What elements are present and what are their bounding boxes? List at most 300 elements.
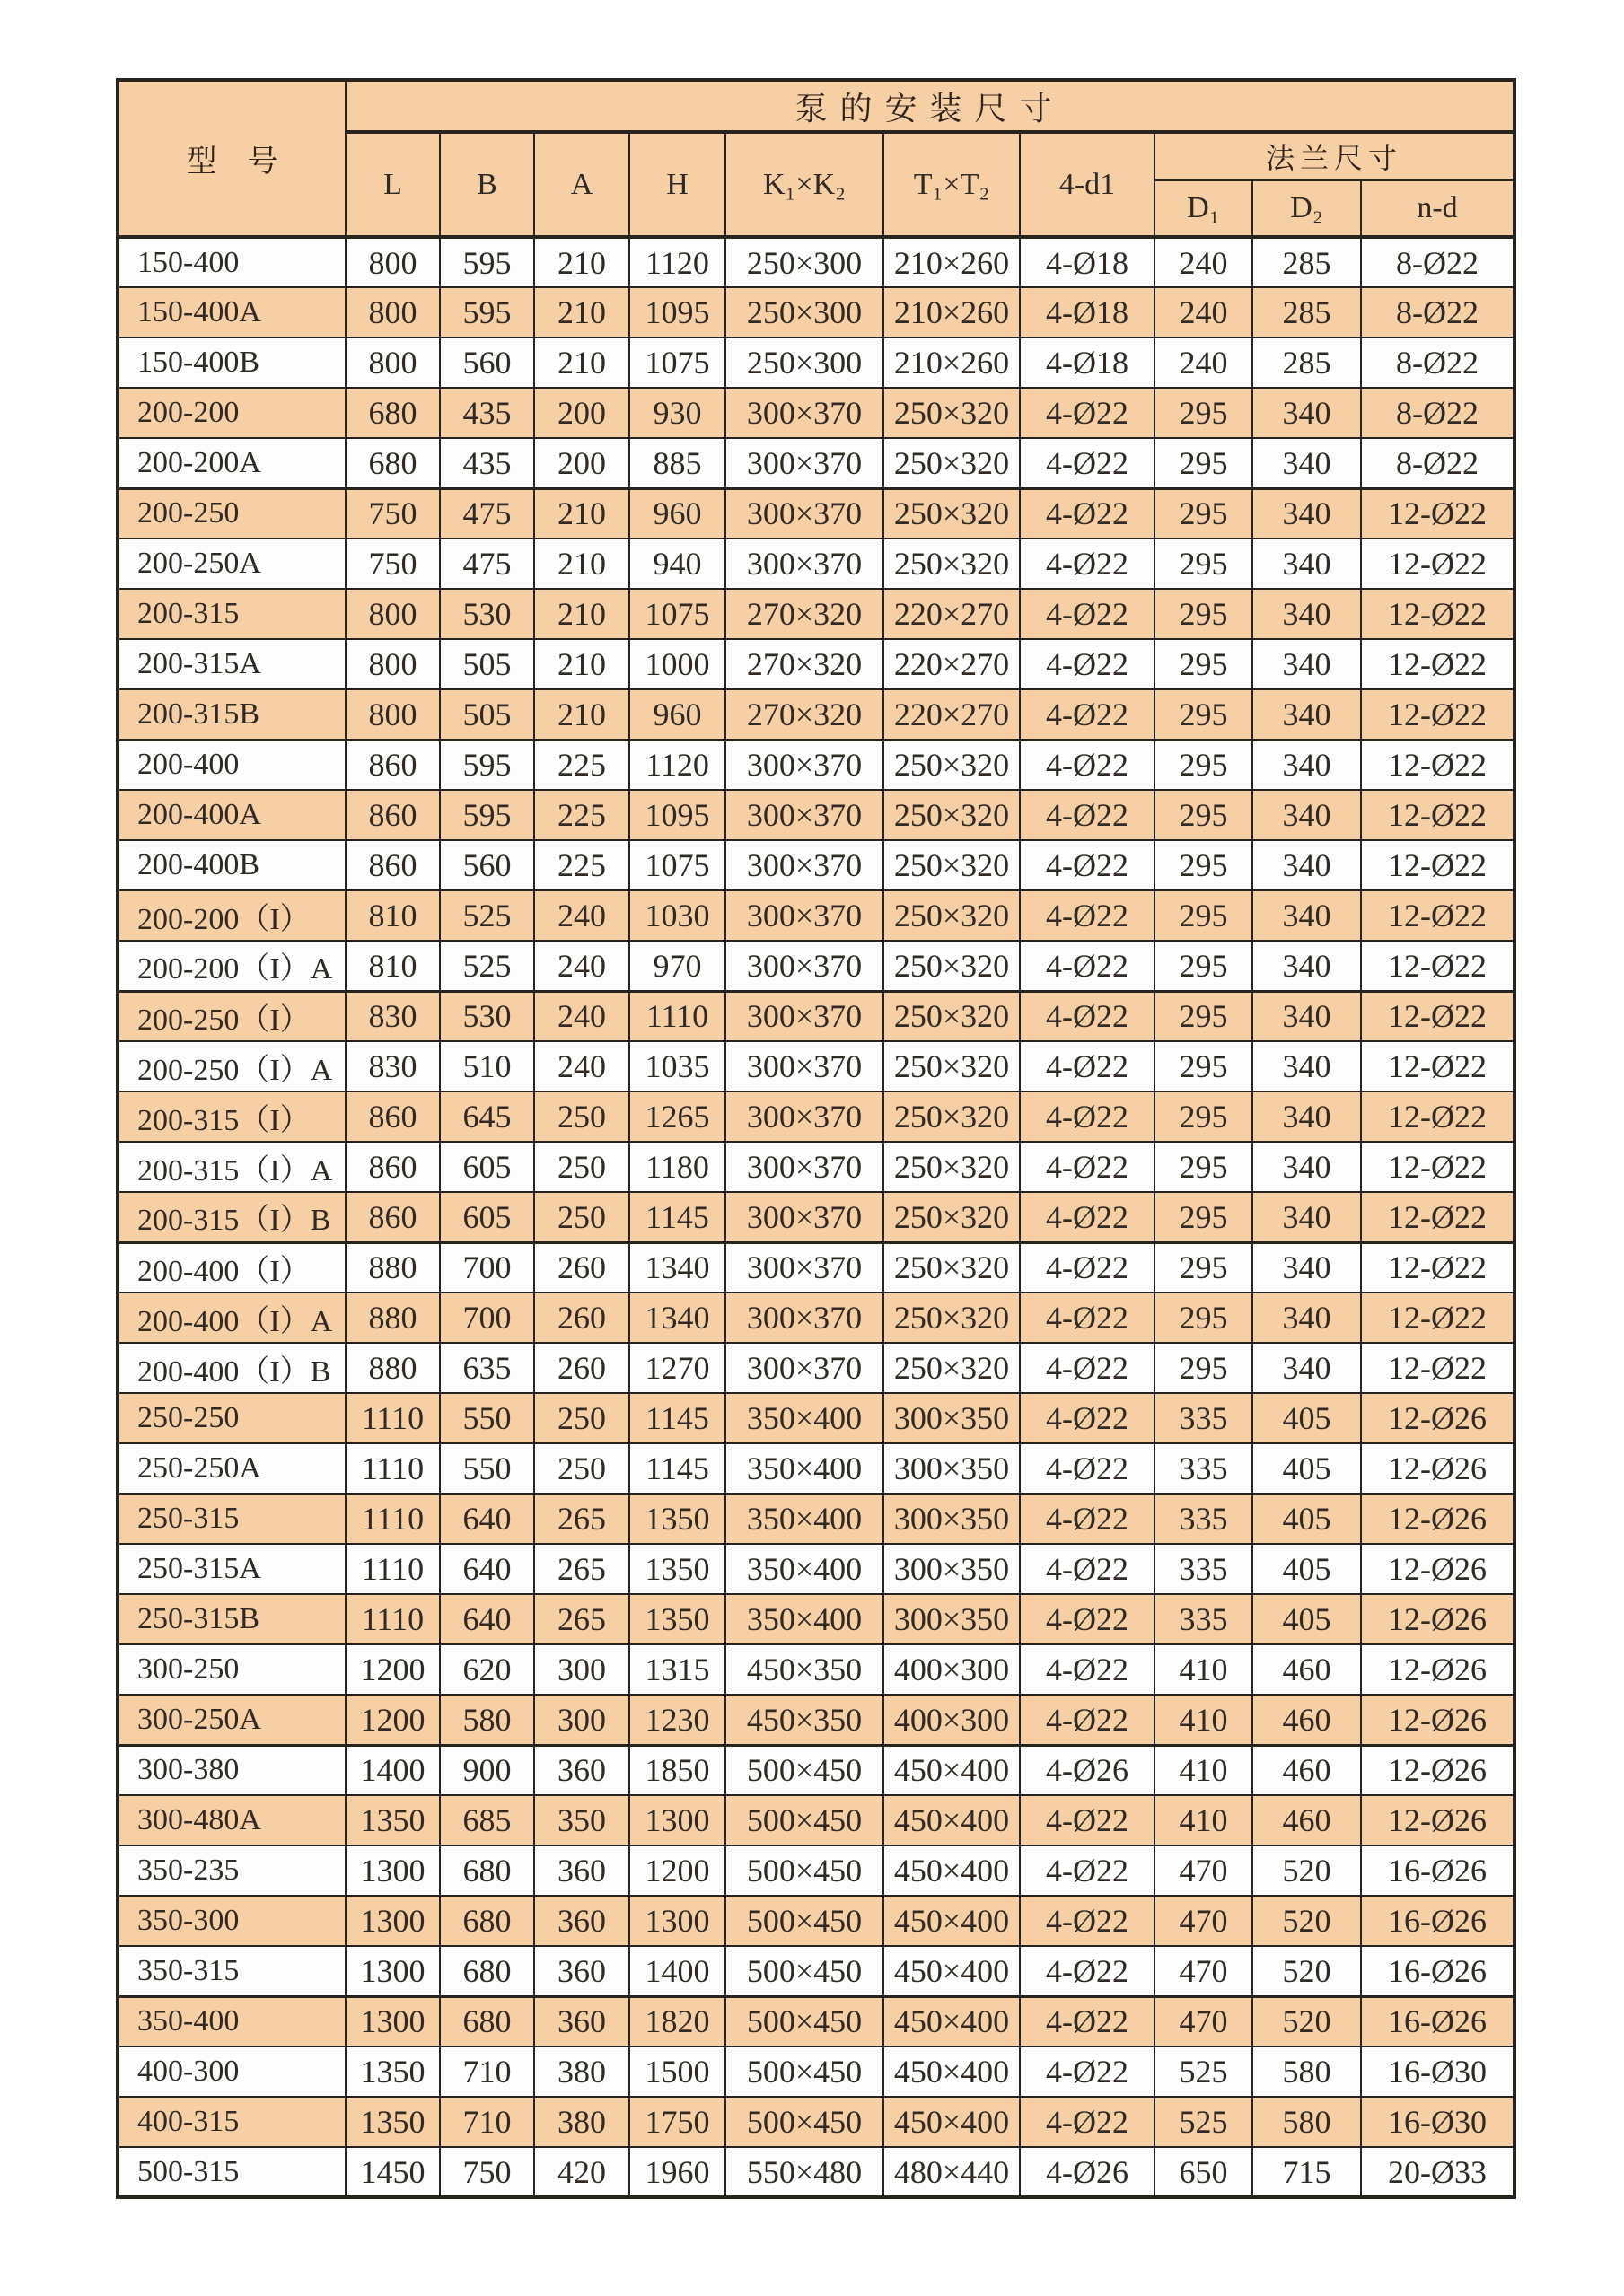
value-cell: 16-Ø30 [1361, 2097, 1514, 2147]
value-cell: 410 [1154, 1695, 1252, 1745]
value-cell: 1075 [629, 840, 725, 890]
value-cell: 250×320 [883, 539, 1020, 589]
value-cell: 360 [534, 1745, 629, 1795]
value-cell: 900 [440, 1745, 534, 1795]
value-cell: 225 [534, 840, 629, 890]
value-cell: 450×350 [725, 1644, 883, 1695]
value-cell: 4-Ø22 [1020, 1644, 1154, 1695]
value-cell: 470 [1154, 1996, 1252, 2046]
col-header-4-d1: 4-d1 [1020, 132, 1154, 237]
model-cell: 200-315B [118, 689, 346, 740]
value-cell: 1960 [629, 2147, 725, 2197]
value-cell: 295 [1154, 840, 1252, 890]
value-cell: 1095 [629, 287, 725, 337]
model-cell: 200-400A [118, 790, 346, 840]
value-cell: 4-Ø22 [1020, 1041, 1154, 1091]
value-cell: 250×320 [883, 991, 1020, 1041]
value-cell: 880 [346, 1293, 440, 1343]
value-cell: 800 [346, 237, 440, 287]
value-cell: 1110 [346, 1393, 440, 1443]
value-cell: 700 [440, 1293, 534, 1343]
value-cell: 295 [1154, 740, 1252, 790]
value-cell: 295 [1154, 941, 1252, 991]
value-cell: 1350 [346, 2097, 440, 2147]
model-cell: 200-315（I）B [118, 1192, 346, 1242]
value-cell: 410 [1154, 1644, 1252, 1695]
col-header-D1: D₁ [1154, 180, 1252, 237]
value-cell: 4-Ø22 [1020, 539, 1154, 589]
value-cell: 1030 [629, 890, 725, 941]
value-cell: 1300 [346, 1996, 440, 2046]
value-cell: 295 [1154, 1293, 1252, 1343]
value-cell: 640 [440, 1594, 534, 1644]
value-cell: 250×320 [883, 1343, 1020, 1393]
value-cell: 405 [1252, 1443, 1361, 1494]
value-cell: 295 [1154, 539, 1252, 589]
value-cell: 470 [1154, 1946, 1252, 1996]
value-cell: 250×320 [883, 890, 1020, 941]
model-cell: 200-200（I） [118, 890, 346, 941]
value-cell: 300×370 [725, 740, 883, 790]
value-cell: 500×450 [725, 1896, 883, 1946]
value-cell: 260 [534, 1242, 629, 1293]
table-row [118, 1192, 1514, 1242]
value-cell: 800 [346, 337, 440, 388]
value-cell: 475 [440, 488, 534, 539]
table-row [118, 840, 1514, 890]
value-cell: 285 [1252, 237, 1361, 287]
value-cell: 1120 [629, 237, 725, 287]
value-cell: 860 [346, 1142, 440, 1192]
value-cell: 250 [534, 1091, 629, 1142]
value-cell: 340 [1252, 840, 1361, 890]
table-row [118, 2046, 1514, 2097]
value-cell: 350×400 [725, 1494, 883, 1544]
table-row [118, 1142, 1514, 1192]
model-cell: 200-200 [118, 388, 346, 438]
value-cell: 12-Ø22 [1361, 890, 1514, 941]
value-cell: 16-Ø30 [1361, 2046, 1514, 2097]
value-cell: 12-Ø22 [1361, 589, 1514, 639]
value-cell: 12-Ø22 [1361, 1091, 1514, 1142]
value-cell: 210×260 [883, 237, 1020, 287]
value-cell: 16-Ø26 [1361, 1946, 1514, 1996]
value-cell: 300×370 [725, 941, 883, 991]
value-cell: 635 [440, 1343, 534, 1393]
value-cell: 210 [534, 237, 629, 287]
value-cell: 295 [1154, 1041, 1252, 1091]
table-row [118, 941, 1514, 991]
value-cell: 225 [534, 790, 629, 840]
value-cell: 340 [1252, 1293, 1361, 1343]
value-cell: 250 [534, 1393, 629, 1443]
model-cell: 150-400 [118, 237, 346, 287]
value-cell: 300×370 [725, 1192, 883, 1242]
value-cell: 4-Ø22 [1020, 1544, 1154, 1594]
value-cell: 645 [440, 1091, 534, 1142]
value-cell: 550 [440, 1443, 534, 1494]
value-cell: 1230 [629, 1695, 725, 1745]
value-cell: 350×400 [725, 1594, 883, 1644]
value-cell: 680 [346, 388, 440, 438]
value-cell: 360 [534, 1996, 629, 2046]
table-row [118, 539, 1514, 589]
value-cell: 560 [440, 840, 534, 890]
value-cell: 450×350 [725, 1695, 883, 1745]
value-cell: 860 [346, 740, 440, 790]
value-cell: 1120 [629, 740, 725, 790]
value-cell: 295 [1154, 689, 1252, 740]
model-cell: 300-250A [118, 1695, 346, 1745]
value-cell: 295 [1154, 991, 1252, 1041]
table-row [118, 589, 1514, 639]
value-cell: 4-Ø22 [1020, 589, 1154, 639]
col-header-D2: D₂ [1252, 180, 1361, 237]
value-cell: 300×350 [883, 1544, 1020, 1594]
value-cell: 350 [534, 1795, 629, 1845]
value-cell: 300×350 [883, 1594, 1020, 1644]
value-cell: 250×320 [883, 941, 1020, 991]
value-cell: 500×450 [725, 1795, 883, 1845]
value-cell: 4-Ø22 [1020, 1091, 1154, 1142]
value-cell: 460 [1252, 1695, 1361, 1745]
value-cell: 1820 [629, 1996, 725, 2046]
table-row [118, 1845, 1514, 1896]
value-cell: 450×400 [883, 1996, 1020, 2046]
value-cell: 300×370 [725, 388, 883, 438]
value-cell: 250×320 [883, 488, 1020, 539]
value-cell: 1145 [629, 1192, 725, 1242]
value-cell: 475 [440, 539, 534, 589]
model-cell: 300-380 [118, 1745, 346, 1795]
value-cell: 12-Ø22 [1361, 1142, 1514, 1192]
value-cell: 270×320 [725, 639, 883, 689]
value-cell: 405 [1252, 1544, 1361, 1594]
value-cell: 300×370 [725, 1142, 883, 1192]
value-cell: 250×320 [883, 1142, 1020, 1192]
value-cell: 250×320 [883, 1041, 1020, 1091]
table-row [118, 689, 1514, 740]
value-cell: 680 [440, 1845, 534, 1896]
value-cell: 285 [1252, 337, 1361, 388]
value-cell: 300×370 [725, 539, 883, 589]
value-cell: 8-Ø22 [1361, 337, 1514, 388]
value-cell: 285 [1252, 287, 1361, 337]
model-cell: 200-250A [118, 539, 346, 589]
value-cell: 940 [629, 539, 725, 589]
value-cell: 220×270 [883, 639, 1020, 689]
value-cell: 595 [440, 287, 534, 337]
value-cell: 400×300 [883, 1644, 1020, 1695]
value-cell: 350×400 [725, 1544, 883, 1594]
table-row [118, 1293, 1514, 1343]
value-cell: 12-Ø26 [1361, 1745, 1514, 1795]
value-cell: 1270 [629, 1343, 725, 1393]
value-cell: 4-Ø18 [1020, 287, 1154, 337]
value-cell: 12-Ø26 [1361, 1594, 1514, 1644]
value-cell: 300×350 [883, 1494, 1020, 1544]
value-cell: 200 [534, 438, 629, 488]
table-row [118, 1946, 1514, 1996]
value-cell: 8-Ø22 [1361, 438, 1514, 488]
value-cell: 295 [1154, 890, 1252, 941]
value-cell: 405 [1252, 1494, 1361, 1544]
table-row [118, 1644, 1514, 1695]
value-cell: 595 [440, 740, 534, 790]
col-header-L: L [346, 132, 440, 237]
value-cell: 500×450 [725, 1946, 883, 1996]
model-cell: 350-315 [118, 1946, 346, 1996]
value-cell: 12-Ø22 [1361, 689, 1514, 740]
col-header-A: A [534, 132, 629, 237]
value-cell: 860 [346, 840, 440, 890]
value-cell: 350×400 [725, 1393, 883, 1443]
value-cell: 16-Ø26 [1361, 1996, 1514, 2046]
value-cell: 4-Ø22 [1020, 689, 1154, 740]
value-cell: 12-Ø22 [1361, 1293, 1514, 1343]
value-cell: 295 [1154, 1343, 1252, 1393]
value-cell: 340 [1252, 1142, 1361, 1192]
value-cell: 960 [629, 689, 725, 740]
table-row [118, 1544, 1514, 1594]
value-cell: 4-Ø22 [1020, 639, 1154, 689]
value-cell: 930 [629, 388, 725, 438]
model-cell: 350-400 [118, 1996, 346, 2046]
value-cell: 265 [534, 1494, 629, 1544]
value-cell: 460 [1252, 1795, 1361, 1845]
value-cell: 500×450 [725, 1845, 883, 1896]
value-cell: 340 [1252, 388, 1361, 438]
value-cell: 450×400 [883, 1745, 1020, 1795]
value-cell: 8-Ø22 [1361, 388, 1514, 438]
value-cell: 505 [440, 689, 534, 740]
value-cell: 410 [1154, 1745, 1252, 1795]
model-cell: 200-315（I）A [118, 1142, 346, 1192]
value-cell: 360 [534, 1845, 629, 1896]
value-cell: 240 [1154, 237, 1252, 287]
table-row [118, 337, 1514, 388]
value-cell: 12-Ø26 [1361, 1544, 1514, 1594]
value-cell: 510 [440, 1041, 534, 1091]
value-cell: 300×370 [725, 840, 883, 890]
value-cell: 380 [534, 2097, 629, 2147]
table-row [118, 287, 1514, 337]
value-cell: 550×480 [725, 2147, 883, 2197]
value-cell: 12-Ø22 [1361, 790, 1514, 840]
value-cell: 4-Ø22 [1020, 740, 1154, 790]
value-cell: 4-Ø22 [1020, 1896, 1154, 1946]
col-header-H: H [629, 132, 725, 237]
value-cell: 16-Ø26 [1361, 1896, 1514, 1946]
table-row [118, 388, 1514, 438]
value-cell: 250×320 [883, 388, 1020, 438]
value-cell: 340 [1252, 1343, 1361, 1393]
model-cell: 200-250 [118, 488, 346, 539]
value-cell: 240 [534, 1041, 629, 1091]
value-cell: 1300 [346, 1946, 440, 1996]
value-cell: 250×320 [883, 1192, 1020, 1242]
table-row [118, 1041, 1514, 1091]
value-cell: 340 [1252, 890, 1361, 941]
value-cell: 300×370 [725, 438, 883, 488]
table-row [118, 1443, 1514, 1494]
value-cell: 4-Ø22 [1020, 1142, 1154, 1192]
value-cell: 1145 [629, 1443, 725, 1494]
value-cell: 210 [534, 488, 629, 539]
value-cell: 680 [440, 1996, 534, 2046]
value-cell: 800 [346, 689, 440, 740]
value-cell: 1035 [629, 1041, 725, 1091]
value-cell: 300×370 [725, 790, 883, 840]
table-row [118, 438, 1514, 488]
model-cell: 250-250 [118, 1393, 346, 1443]
value-cell: 1300 [346, 1896, 440, 1946]
value-cell: 1340 [629, 1242, 725, 1293]
value-cell: 505 [440, 639, 534, 689]
value-cell: 265 [534, 1594, 629, 1644]
value-cell: 340 [1252, 589, 1361, 639]
value-cell: 1450 [346, 2147, 440, 2197]
value-cell: 1095 [629, 790, 725, 840]
value-cell: 4-Ø22 [1020, 941, 1154, 991]
value-cell: 4-Ø22 [1020, 1494, 1154, 1544]
value-cell: 300×370 [725, 890, 883, 941]
value-cell: 860 [346, 790, 440, 840]
value-cell: 250×300 [725, 237, 883, 287]
value-cell: 1180 [629, 1142, 725, 1192]
value-cell: 550 [440, 1393, 534, 1443]
value-cell: 380 [534, 2046, 629, 2097]
value-cell: 300×370 [725, 991, 883, 1041]
col-header-n-d: n-d [1361, 180, 1514, 237]
model-cell: 300-480A [118, 1795, 346, 1845]
value-cell: 4-Ø22 [1020, 840, 1154, 890]
value-cell: 12-Ø26 [1361, 1443, 1514, 1494]
value-cell: 12-Ø22 [1361, 488, 1514, 539]
model-cell: 200-400 [118, 740, 346, 790]
value-cell: 800 [346, 639, 440, 689]
model-cell: 200-315（I） [118, 1091, 346, 1142]
value-cell: 460 [1252, 1745, 1361, 1795]
model-cell: 200-400（I）A [118, 1293, 346, 1343]
table-row [118, 890, 1514, 941]
value-cell: 830 [346, 991, 440, 1041]
value-cell: 710 [440, 2097, 534, 2147]
table-row [118, 1996, 1514, 2046]
value-cell: 210 [534, 287, 629, 337]
value-cell: 520 [1252, 1845, 1361, 1896]
value-cell: 335 [1154, 1494, 1252, 1544]
value-cell: 300×370 [725, 1343, 883, 1393]
value-cell: 12-Ø22 [1361, 941, 1514, 991]
model-cell: 150-400B [118, 337, 346, 388]
value-cell: 240 [1154, 337, 1252, 388]
value-cell: 530 [440, 991, 534, 1041]
value-cell: 250×320 [883, 840, 1020, 890]
value-cell: 885 [629, 438, 725, 488]
value-cell: 4-Ø26 [1020, 2147, 1154, 2197]
value-cell: 12-Ø22 [1361, 740, 1514, 790]
model-cell: 350-235 [118, 1845, 346, 1896]
value-cell: 350×400 [725, 1443, 883, 1494]
value-cell: 750 [440, 2147, 534, 2197]
model-cell: 200-315A [118, 639, 346, 689]
value-cell: 1110 [346, 1494, 440, 1544]
value-cell: 580 [1252, 2097, 1361, 2147]
value-cell: 340 [1252, 790, 1361, 840]
value-cell: 4-Ø22 [1020, 1795, 1154, 1845]
model-cell: 500-315 [118, 2147, 346, 2197]
model-cell: 250-315A [118, 1544, 346, 1594]
col-header-B: B [440, 132, 534, 237]
value-cell: 300×370 [725, 1091, 883, 1142]
value-cell: 1400 [629, 1946, 725, 1996]
value-cell: 435 [440, 438, 534, 488]
value-cell: 810 [346, 890, 440, 941]
table-row [118, 1393, 1514, 1443]
value-cell: 800 [346, 589, 440, 639]
model-cell: 200-250（I） [118, 991, 346, 1041]
value-cell: 4-Ø22 [1020, 1192, 1154, 1242]
value-cell: 12-Ø26 [1361, 1393, 1514, 1443]
value-cell: 295 [1154, 388, 1252, 438]
value-cell: 12-Ø22 [1361, 639, 1514, 689]
table-row [118, 790, 1514, 840]
model-cell: 150-400A [118, 287, 346, 337]
value-cell: 210 [534, 689, 629, 740]
value-cell: 300 [534, 1644, 629, 1695]
model-column-header: 型 号 [118, 80, 346, 237]
value-cell: 405 [1252, 1393, 1361, 1443]
value-cell: 360 [534, 1946, 629, 1996]
table-row [118, 2097, 1514, 2147]
value-cell: 4-Ø22 [1020, 1996, 1154, 2046]
value-cell: 500×450 [725, 1996, 883, 2046]
value-cell: 295 [1154, 1192, 1252, 1242]
value-cell: 300×370 [725, 1242, 883, 1293]
value-cell: 480×440 [883, 2147, 1020, 2197]
value-cell: 295 [1154, 438, 1252, 488]
value-cell: 4-Ø22 [1020, 1393, 1154, 1443]
model-cell: 200-315 [118, 589, 346, 639]
value-cell: 750 [346, 539, 440, 589]
value-cell: 450×400 [883, 1946, 1020, 1996]
value-cell: 240 [534, 941, 629, 991]
value-cell: 4-Ø22 [1020, 1946, 1154, 1996]
value-cell: 1350 [346, 2046, 440, 2097]
table-body [118, 237, 1514, 2197]
model-cell: 400-300 [118, 2046, 346, 2097]
value-cell: 4-Ø22 [1020, 2046, 1154, 2097]
value-cell: 335 [1154, 1393, 1252, 1443]
table-row [118, 1896, 1514, 1946]
value-cell: 4-Ø22 [1020, 438, 1154, 488]
value-cell: 680 [440, 1946, 534, 1996]
value-cell: 1300 [346, 1845, 440, 1896]
value-cell: 4-Ø22 [1020, 991, 1154, 1041]
value-cell: 580 [440, 1695, 534, 1745]
table-title: 泵的安装尺寸 [346, 80, 1514, 132]
value-cell: 260 [534, 1293, 629, 1343]
value-cell: 225 [534, 740, 629, 790]
value-cell: 360 [534, 1896, 629, 1946]
value-cell: 340 [1252, 941, 1361, 991]
table-row [118, 1695, 1514, 1745]
value-cell: 300 [534, 1695, 629, 1745]
value-cell: 560 [440, 337, 534, 388]
value-cell: 1850 [629, 1745, 725, 1795]
value-cell: 1300 [629, 1795, 725, 1845]
